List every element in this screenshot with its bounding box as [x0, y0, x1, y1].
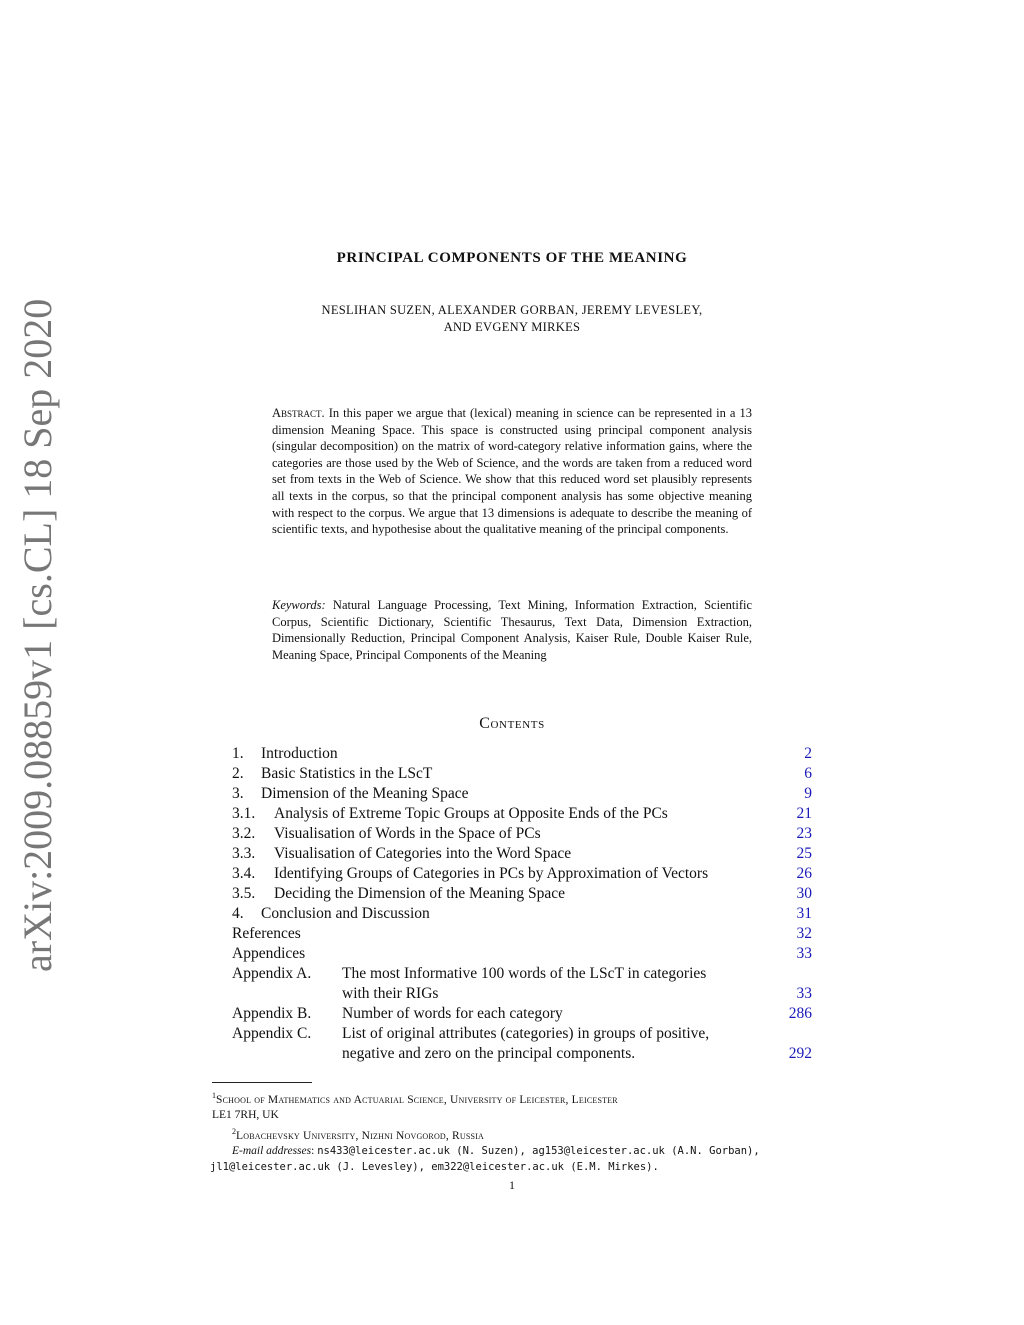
- toc-page-link[interactable]: 30: [796, 885, 812, 902]
- paper-title: PRINCIPAL COMPONENTS OF THE MEANING: [336, 250, 688, 266]
- email-addresses-2[interactable]: jl1@leicester.ac.uk (J. Levesley), em322@leicester.ac.uk (E.M. Mirkes).: [210, 1160, 659, 1173]
- toc-number: 3.2.: [232, 825, 256, 842]
- toc-entry-appendix-c-cont[interactable]: [232, 1044, 812, 1064]
- toc-entry-basic-statistics[interactable]: [232, 764, 812, 784]
- toc-page-link[interactable]: 292: [788, 1045, 812, 1062]
- toc-entry-3-4[interactable]: [232, 864, 812, 884]
- toc-title: Dimension of the Meaning Space: [261, 785, 469, 802]
- toc-page-link[interactable]: 9: [804, 785, 812, 802]
- toc-entry-introduction[interactable]: [232, 744, 812, 764]
- toc-title: List of original attributes (categories) in groups of positive,: [342, 1025, 710, 1042]
- abstract: [272, 405, 752, 538]
- toc-entry-dimension[interactable]: [232, 784, 812, 804]
- toc-page-link[interactable]: 25: [796, 845, 812, 862]
- toc-entry-3-1[interactable]: [232, 804, 812, 824]
- toc-number: 3.3.: [232, 845, 256, 862]
- email-addresses-1[interactable]: ns433@leicester.ac.uk (N. Suzen), ag153@leicester.ac.uk (A.N. Gorban),: [317, 1145, 760, 1158]
- toc-number: Appendix B.: [232, 1005, 312, 1022]
- toc-number: 3.1.: [232, 805, 256, 822]
- toc-page-link[interactable]: 33: [796, 945, 812, 962]
- toc-page-link[interactable]: 31: [796, 905, 812, 922]
- toc-number: 3.4.: [232, 865, 256, 882]
- footnote-marker: 2: [232, 1126, 236, 1136]
- footnote-1: [212, 1088, 812, 1108]
- toc-title: Number of words for each category: [342, 1005, 563, 1022]
- author-line-1: NESLIHAN SUZEN, ALEXANDER GORBAN, JEREMY LEVESLEY,: [321, 303, 703, 317]
- toc-page-link[interactable]: 21: [796, 805, 812, 822]
- author-list: [212, 302, 812, 336]
- toc-entry-appendix-c[interactable]: [232, 1024, 812, 1044]
- keywords-text: Natural Language Processing, Text Mining, Information Extraction, Scientific Corpus, Scientific Dictionary, Scientific Thesaurus, Text Data, Dimension Extraction, Dimensionally Reduction, Principal Component Analysis, Kaiser Rule, Double Kaiser Rule, Meaning Space, Principal Components of the Meaning: [272, 598, 752, 662]
- toc-title: Conclusion and Discussion: [261, 905, 430, 922]
- affiliation-1-postcode: LE1 7RH, UK: [212, 1109, 279, 1122]
- keywords-label: Keywords:: [272, 598, 326, 612]
- toc-title: The most Informative 100 words of the LScT in categories: [342, 965, 707, 982]
- toc-entry-appendix-a-cont[interactable]: [232, 984, 812, 1004]
- toc-number: 1.: [232, 745, 244, 762]
- footnote-2: [232, 1124, 812, 1144]
- contents-heading: Contents: [479, 715, 545, 732]
- abstract-label: Abstract.: [272, 406, 325, 420]
- toc-number: Appendix A.: [232, 965, 312, 982]
- footnotes: [212, 1088, 812, 1175]
- toc-title: Analysis of Extreme Topic Groups at Opposite Ends of the PCs: [274, 805, 668, 822]
- toc-title: Appendices: [232, 945, 306, 962]
- toc-entry-3-2[interactable]: [232, 824, 812, 844]
- table-of-contents: [232, 744, 812, 1064]
- toc-entry-conclusion[interactable]: [232, 904, 812, 924]
- toc-number: 4.: [232, 905, 244, 922]
- toc-entry-appendix-a[interactable]: [232, 964, 812, 984]
- affiliation-2: Lobachevsky University, Nizhni Novgorod, Russia: [236, 1129, 485, 1142]
- footnote-1-continued: [212, 1108, 812, 1124]
- footnote-marker: 1: [212, 1091, 216, 1100]
- toc-entry-references[interactable]: [232, 924, 812, 944]
- toc-title: Deciding the Dimension of the Meaning Space: [274, 885, 565, 902]
- toc-entry-3-5[interactable]: [232, 884, 812, 904]
- toc-page-link[interactable]: 33: [796, 985, 812, 1002]
- page-number: 1: [509, 1178, 515, 1192]
- toc-page-link[interactable]: 6: [804, 765, 812, 782]
- toc-page-link[interactable]: 26: [796, 865, 812, 882]
- toc-page-link[interactable]: 32: [796, 925, 812, 942]
- author-line-2: AND EVGENY MIRKES: [443, 320, 581, 334]
- email-label: E-mail addresses: [232, 1145, 312, 1158]
- toc-title: Identifying Groups of Categories in PCs by Approximation of Vectors: [274, 865, 709, 882]
- toc-title: Basic Statistics in the LScT: [261, 765, 433, 782]
- toc-number: Appendix C.: [232, 1025, 312, 1042]
- toc-title: negative and zero on the principal components.: [342, 1045, 636, 1062]
- toc-entry-3-3[interactable]: [232, 844, 812, 864]
- arxiv-identifier: arXiv:2009.08859v1 [cs.CL] 18 Sep 2020: [15, 298, 60, 972]
- toc-title: Visualisation of Categories into the Word Space: [274, 845, 572, 862]
- toc-title: References: [232, 925, 301, 942]
- toc-number: 2.: [232, 765, 244, 782]
- affiliation-1: School of Mathematics and Actuarial Science, University of Leicester, Leicester: [216, 1093, 618, 1106]
- toc-title: with their RIGs: [342, 985, 439, 1002]
- abstract-text: In this paper we argue that (lexical) meaning in science can be represented in a 13 dimension Meaning Space. This space is constructed using principal component analysis (singular decomposition) on the matrix of word-category relative information gains, where the categories are those used by the Web of Science, and the words are taken from a reduced word set from texts in the Web of Science. We show that this reduced word set plausibly represents all texts in the corpus, so that the principal component analysis has some objective meaning with respect to the corpus. We argue that 13 dimensions is adequate to describe the meaning of scientific texts, and hypothesise about the qualitative meaning of the principal components.: [272, 406, 753, 537]
- toc-page-link[interactable]: 2: [804, 745, 812, 762]
- keywords: [272, 597, 752, 663]
- toc-title: Introduction: [261, 745, 338, 762]
- toc-entry-appendix-b[interactable]: [232, 1004, 812, 1024]
- toc-page-link[interactable]: 286: [788, 1005, 812, 1022]
- toc-entry-appendices[interactable]: [232, 944, 812, 964]
- toc-page-link[interactable]: 23: [796, 825, 812, 842]
- email-line-2: [210, 1160, 812, 1176]
- email-line: E-mail addresses: ns433@leicester.ac.uk (N. Suzen), ag153@leicester.ac.uk (A.N. Gorban),: [232, 1145, 760, 1158]
- toc-number: 3.: [232, 785, 244, 802]
- toc-title: Visualisation of Words in the Space of PCs: [274, 825, 541, 842]
- toc-number: 3.5.: [232, 885, 256, 902]
- footnote-rule: [212, 1082, 312, 1083]
